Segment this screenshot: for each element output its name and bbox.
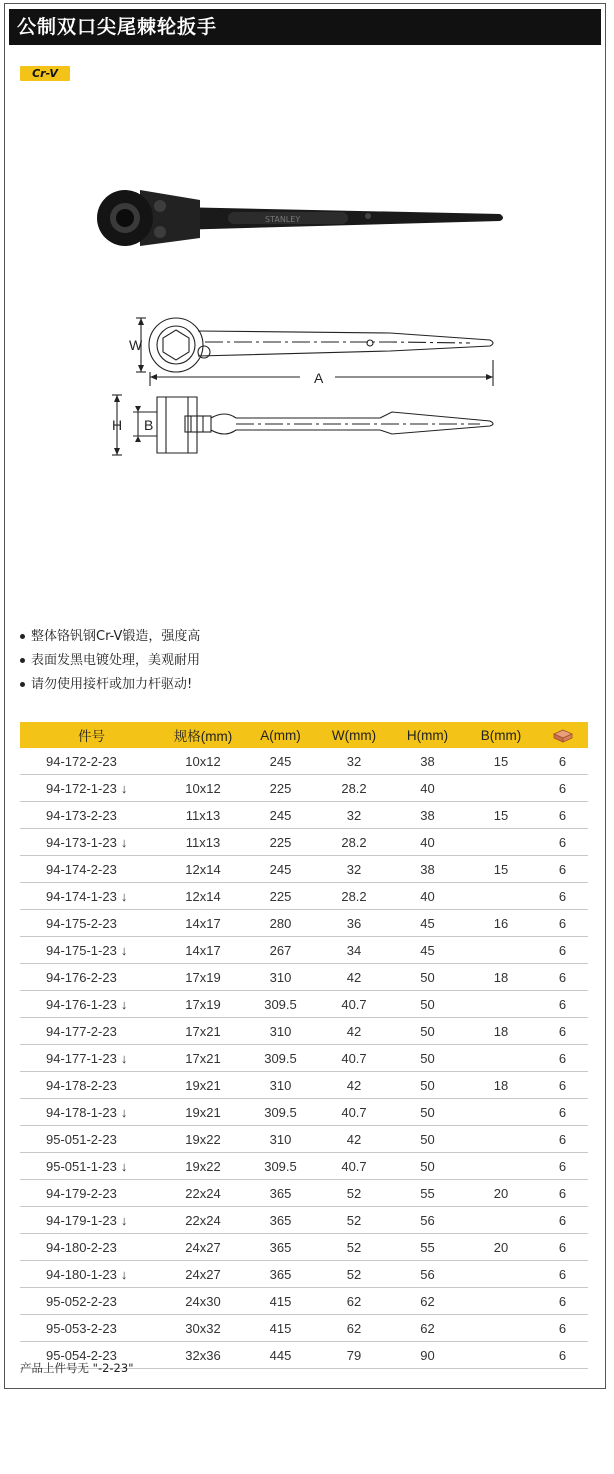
part-number-cell: 94-178-2-23 [20,1072,163,1099]
size-cell: 17x21 [163,1018,243,1045]
b-cell [465,829,537,856]
pack-qty-cell: 6 [537,1207,588,1234]
a-cell: 245 [243,748,318,775]
a-cell: 225 [243,775,318,802]
part-number-cell: 94-180-2-23 [20,1234,163,1261]
table-row [20,883,588,910]
b-cell: 20 [465,1180,537,1207]
h-cell: 55 [390,1180,465,1207]
bullet-icon [20,658,25,663]
a-cell: 365 [243,1261,318,1288]
size-cell: 24x27 [163,1234,243,1261]
pack-qty-cell: 6 [537,1018,588,1045]
size-cell: 10x12 [163,775,243,802]
brand-mark: STANLEY [265,215,301,224]
material-badge: Cr-V [20,66,70,81]
h-cell: 62 [390,1315,465,1342]
h-cell: 62 [390,1288,465,1315]
b-cell [465,1099,537,1126]
dim-label-b: B [144,417,154,433]
b-cell [465,775,537,802]
dim-label-a: A [314,370,324,386]
pack-qty-cell: 6 [537,1288,588,1315]
b-cell [465,1315,537,1342]
a-cell: 415 [243,1315,318,1342]
w-cell: 32 [318,856,390,883]
h-cell: 56 [390,1261,465,1288]
down-arrow-icon: ↓ [120,780,128,796]
h-cell: 50 [390,1072,465,1099]
pack-qty-cell: 6 [537,1261,588,1288]
pack-qty-cell: 6 [537,1315,588,1342]
b-cell [465,1342,537,1369]
h-cell: 50 [390,1045,465,1072]
size-cell: 12x14 [163,883,243,910]
wrench-side-drawing [112,395,493,455]
w-cell: 32 [318,802,390,829]
a-cell: 445 [243,1342,318,1369]
a-cell: 309.5 [243,1153,318,1180]
part-number-cell: 94-176-1-23 ↓ [20,991,163,1018]
pack-qty-cell: 6 [537,775,588,802]
b-cell: 20 [465,1234,537,1261]
pack-qty-cell: 6 [537,991,588,1018]
part-number-cell: 94-179-2-23 [20,1180,163,1207]
bullet-icon [20,682,25,687]
w-cell: 28.2 [318,883,390,910]
a-cell: 310 [243,964,318,991]
pack-qty-cell: 6 [537,1234,588,1261]
b-cell [465,1045,537,1072]
table-row [20,1288,588,1315]
h-cell: 45 [390,937,465,964]
part-number-cell: 94-177-2-23 [20,1018,163,1045]
w-cell: 79 [318,1342,390,1369]
col-pack-qty [537,722,588,748]
part-number-cell: 94-174-2-23 [20,856,163,883]
pack-qty-cell: 6 [537,1072,588,1099]
pack-qty-cell: 6 [537,1126,588,1153]
table-row [20,829,588,856]
size-cell: 24x30 [163,1288,243,1315]
pack-qty-cell: 6 [537,1045,588,1072]
table-row [20,748,588,775]
part-number-cell: 94-177-1-23 ↓ [20,1045,163,1072]
b-cell: 18 [465,1018,537,1045]
size-cell: 19x22 [163,1153,243,1180]
b-cell [465,1126,537,1153]
a-cell: 415 [243,1288,318,1315]
size-cell: 10x12 [163,748,243,775]
part-number-cell: 94-175-2-23 [20,910,163,937]
part-number-cell: 94-174-1-23 ↓ [20,883,163,910]
table-row [20,910,588,937]
b-cell: 16 [465,910,537,937]
table-row [20,937,588,964]
table-row [20,1261,588,1288]
h-cell: 38 [390,748,465,775]
pack-qty-cell: 6 [537,1153,588,1180]
wrench-photo [97,190,503,246]
part-number-cell: 94-172-1-23 ↓ [20,775,163,802]
b-cell [465,1153,537,1180]
h-cell: 45 [390,910,465,937]
h-cell: 40 [390,775,465,802]
b-cell [465,883,537,910]
pack-qty-cell: 6 [537,937,588,964]
table-row [20,1126,588,1153]
h-cell: 50 [390,1099,465,1126]
col-h: H(mm) [390,722,465,748]
part-number-cell: 95-051-1-23 ↓ [20,1153,163,1180]
b-cell: 18 [465,1072,537,1099]
size-cell: 19x22 [163,1126,243,1153]
h-cell: 56 [390,1207,465,1234]
size-cell: 24x27 [163,1261,243,1288]
a-cell: 245 [243,856,318,883]
w-cell: 42 [318,1126,390,1153]
dim-label-w: W [129,337,143,353]
h-cell: 90 [390,1342,465,1369]
size-cell: 17x19 [163,964,243,991]
w-cell: 34 [318,937,390,964]
down-arrow-icon: ↓ [120,1212,128,1228]
size-cell: 17x19 [163,991,243,1018]
a-cell: 280 [243,910,318,937]
w-cell: 52 [318,1180,390,1207]
w-cell: 52 [318,1207,390,1234]
a-cell: 309.5 [243,991,318,1018]
h-cell: 55 [390,1234,465,1261]
table-row [20,1207,588,1234]
b-cell: 15 [465,802,537,829]
pack-qty-cell: 6 [537,1180,588,1207]
down-arrow-icon: ↓ [120,888,128,904]
h-cell: 40 [390,829,465,856]
down-arrow-icon: ↓ [120,1266,128,1282]
a-cell: 310 [243,1126,318,1153]
h-cell: 50 [390,1153,465,1180]
table-row [20,964,588,991]
product-illustrations [0,0,614,600]
part-number-cell: 94-175-1-23 ↓ [20,937,163,964]
table-row [20,856,588,883]
a-cell: 365 [243,1180,318,1207]
b-cell [465,937,537,964]
pack-qty-cell: 6 [537,883,588,910]
w-cell: 40.7 [318,1099,390,1126]
pack-qty-cell: 6 [537,1099,588,1126]
pack-qty-cell: 6 [537,1342,588,1369]
w-cell: 62 [318,1315,390,1342]
w-cell: 52 [318,1234,390,1261]
size-cell: 30x32 [163,1315,243,1342]
feature-list [20,625,200,697]
table-row [20,1072,588,1099]
col-b: B(mm) [465,722,537,748]
size-cell: 19x21 [163,1099,243,1126]
size-cell: 14x17 [163,937,243,964]
h-cell: 50 [390,1126,465,1153]
pack-qty-cell: 6 [537,748,588,775]
part-number-cell: 95-053-2-23 [20,1315,163,1342]
w-cell: 40.7 [318,1045,390,1072]
part-number-cell: 94-173-1-23 ↓ [20,829,163,856]
size-cell: 22x24 [163,1180,243,1207]
pack-qty-cell: 6 [537,829,588,856]
w-cell: 42 [318,1018,390,1045]
col-size: 规格(mm) [163,722,243,748]
part-number-cell: 94-179-1-23 ↓ [20,1207,163,1234]
table-row [20,991,588,1018]
w-cell: 36 [318,910,390,937]
page-title: 公制双口尖尾棘轮扳手 [9,9,601,45]
footnote: 产品上件号无 "-2-23" [20,1361,134,1375]
a-cell: 225 [243,829,318,856]
pack-qty-cell: 6 [537,802,588,829]
h-cell: 50 [390,991,465,1018]
b-cell [465,1288,537,1315]
a-cell: 225 [243,883,318,910]
w-cell: 28.2 [318,775,390,802]
table-header-row [20,722,588,748]
down-arrow-icon: ↓ [120,1050,128,1066]
down-arrow-icon: ↓ [120,1104,128,1120]
feature-item: 请勿使用接杆或加力杆驱动! [20,673,200,697]
box-icon [553,729,573,743]
col-part-number: 件号 [20,722,163,748]
b-cell: 18 [465,964,537,991]
dim-label-h: H [112,417,123,433]
col-w: W(mm) [318,722,390,748]
a-cell: 309.5 [243,1045,318,1072]
part-number-cell: 95-052-2-23 [20,1288,163,1315]
b-cell [465,991,537,1018]
a-cell: 365 [243,1207,318,1234]
w-cell: 32 [318,748,390,775]
down-arrow-icon: ↓ [120,942,128,958]
b-cell: 15 [465,748,537,775]
size-cell: 11x13 [163,802,243,829]
a-cell: 245 [243,802,318,829]
part-number-cell: 95-054-2-23 [20,1342,163,1369]
size-cell: 11x13 [163,829,243,856]
h-cell: 50 [390,964,465,991]
down-arrow-icon: ↓ [120,1158,128,1174]
b-cell [465,1261,537,1288]
size-cell: 12x14 [163,856,243,883]
pack-qty-cell: 6 [537,910,588,937]
part-number-cell: 95-051-2-23 [20,1126,163,1153]
spec-table [20,722,588,1369]
a-cell: 310 [243,1072,318,1099]
h-cell: 40 [390,883,465,910]
table-row [20,775,588,802]
down-arrow-icon: ↓ [120,834,128,850]
a-cell: 365 [243,1234,318,1261]
table-row [20,1018,588,1045]
part-number-cell: 94-173-2-23 [20,802,163,829]
w-cell: 28.2 [318,829,390,856]
a-cell: 309.5 [243,1099,318,1126]
table-row [20,1153,588,1180]
h-cell: 50 [390,1018,465,1045]
size-cell: 14x17 [163,910,243,937]
a-cell: 267 [243,937,318,964]
table-row [20,1099,588,1126]
part-number-cell: 94-178-1-23 ↓ [20,1099,163,1126]
w-cell: 52 [318,1261,390,1288]
w-cell: 40.7 [318,991,390,1018]
table-row [20,1180,588,1207]
table-row [20,1234,588,1261]
w-cell: 62 [318,1288,390,1315]
size-cell: 22x24 [163,1207,243,1234]
size-cell: 17x21 [163,1045,243,1072]
pack-qty-cell: 6 [537,964,588,991]
down-arrow-icon: ↓ [120,996,128,1012]
bullet-icon [20,634,25,639]
h-cell: 38 [390,856,465,883]
pack-qty-cell: 6 [537,856,588,883]
w-cell: 40.7 [318,1153,390,1180]
part-number-cell: 94-180-1-23 ↓ [20,1261,163,1288]
a-cell: 310 [243,1018,318,1045]
b-cell: 15 [465,856,537,883]
feature-item: 表面发黑电镀处理，美观耐用 [20,649,200,673]
h-cell: 38 [390,802,465,829]
part-number-cell: 94-176-2-23 [20,964,163,991]
table-row [20,802,588,829]
col-a: A(mm) [243,722,318,748]
w-cell: 42 [318,1072,390,1099]
part-number-cell: 94-172-2-23 [20,748,163,775]
size-cell: 19x21 [163,1072,243,1099]
size-cell: 32x36 [163,1342,243,1369]
b-cell [465,1207,537,1234]
table-row [20,1315,588,1342]
w-cell: 42 [318,964,390,991]
table-row [20,1045,588,1072]
feature-item: 整体铬钒钢Cr-V锻造，强度高 [20,625,200,649]
